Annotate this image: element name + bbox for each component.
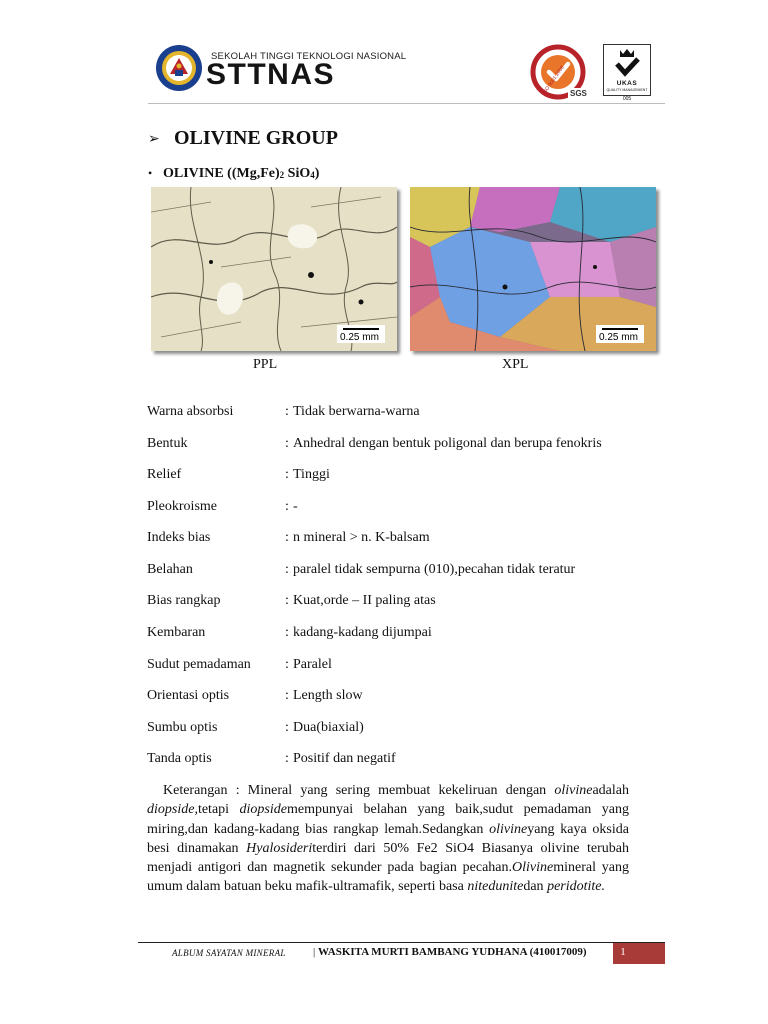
property-separator: :	[285, 593, 289, 608]
sgs-ring-text: ISO 9001:2008	[541, 64, 566, 96]
property-label: Kembaran	[147, 625, 206, 640]
footer-separator: |	[313, 946, 316, 958]
property-separator: :	[285, 499, 289, 514]
ukas-code: 005	[622, 96, 632, 102]
property-value: -	[293, 499, 298, 514]
property-value: Length slow	[293, 688, 363, 703]
property-row	[147, 688, 667, 708]
property-row	[147, 562, 667, 582]
ukas-crown-tick-icon	[612, 47, 642, 79]
property-value: Anhedral dengan bentuk poligonal dan berupa fenokris	[293, 436, 602, 451]
property-separator: :	[285, 688, 289, 703]
property-label: Sumbu optis	[147, 720, 218, 735]
property-separator: :	[285, 657, 289, 672]
sttnas-seal-logo	[155, 44, 203, 92]
description-paragraph: Keterangan : Mineral yang sering membuat kekeliruan dengan olivineadalah diopside,tetapi diopsidemempunyai belahan yang baik,sudut pemadaman yang miring,dan kadang-kadang bias rangkap lemah.Sedangkan olivineyang kaya oksida besi dinamakan Hyalosideriterdiri dari 50% Fe2 SiO4 Biasanya olivine terubah menjadi antigori dan magnetik sekunder pada bagian pecahan.Olivinemineral yang umum dalam batuan beku mafik-ultramafik, seperti basa nitedunitedan peridotite.	[147, 783, 629, 895]
property-separator: :	[285, 467, 289, 482]
property-row	[147, 720, 667, 740]
property-label: Indeks bias	[147, 530, 211, 545]
property-row	[147, 751, 667, 771]
property-value: paralel tidak sempurna (010),pecahan tidak teratur	[293, 562, 576, 577]
property-separator: :	[285, 436, 289, 451]
footer-album-title: ALBUM SAYATAN MINERAL	[172, 948, 286, 958]
property-row	[147, 467, 667, 487]
property-row	[147, 657, 667, 677]
xpl-micrograph	[410, 187, 656, 351]
property-label: Bias rangkap	[147, 593, 221, 608]
property-value: Dua(biaxial)	[293, 720, 364, 735]
property-separator: :	[285, 562, 289, 577]
property-row	[147, 499, 667, 519]
footer-divider	[138, 942, 608, 943]
property-value: Tinggi	[293, 467, 330, 482]
sgs-iso-certification-logo	[530, 44, 594, 100]
footer-author: WASKITA MURTI BAMBANG YUDHANA (410017009)	[318, 946, 587, 958]
ppl-caption: PPL	[253, 357, 278, 372]
property-row	[147, 593, 667, 613]
property-row	[147, 530, 667, 550]
property-label: Tanda optis	[147, 751, 212, 766]
property-value: Paralel	[293, 657, 332, 672]
property-separator: :	[285, 751, 289, 766]
property-row	[147, 436, 667, 456]
property-label: Sudut pemadaman	[147, 657, 251, 672]
mineral-title: OLIVINE ($(Mg,Fe)_2$ SiO$_4$)	[163, 166, 320, 181]
property-row	[147, 625, 667, 645]
property-value: n mineral > n. K-balsam	[293, 530, 430, 545]
xpl-scale-bar: 0.25 mm	[599, 332, 638, 343]
property-separator: :	[285, 530, 289, 545]
ppl-micrograph	[151, 187, 397, 351]
ppl-scale-bar: 0.25 mm	[340, 332, 379, 343]
heading-arrow-icon: ➢	[148, 132, 160, 147]
property-label: Warna absorbsi	[147, 404, 234, 419]
property-value: Kuat,orde – II paling atas	[293, 593, 436, 608]
property-label: Relief	[147, 467, 182, 482]
property-separator: :	[285, 720, 289, 735]
property-separator: :	[285, 404, 289, 419]
bullet-icon: •	[148, 166, 153, 180]
section-heading: OLIVINE GROUP	[174, 127, 338, 149]
property-label: Orientasi optis	[147, 688, 230, 703]
property-label: Belahan	[147, 562, 193, 577]
property-value: Tidak berwarna-warna	[293, 404, 420, 419]
ukas-label: UKAS	[616, 80, 638, 87]
property-separator: :	[285, 625, 289, 640]
property-label: Bentuk	[147, 436, 188, 451]
institute-acronym: STTNAS	[206, 58, 335, 91]
property-label: Pleokroisme	[147, 499, 217, 514]
page-number: 1	[620, 946, 626, 958]
property-value: Positif dan negatif	[293, 751, 396, 766]
property-row	[147, 404, 667, 424]
ukas-subtitle: QUALITY MANAGEMENT	[606, 88, 648, 92]
property-value: kadang-kadang dijumpai	[293, 625, 432, 640]
institute-line: SEKOLAH TINGGI TEKNOLOGI NASIONAL	[211, 51, 407, 62]
sgs-label: SGS	[570, 89, 587, 98]
header-divider	[148, 103, 665, 104]
xpl-caption: XPL	[502, 357, 529, 372]
